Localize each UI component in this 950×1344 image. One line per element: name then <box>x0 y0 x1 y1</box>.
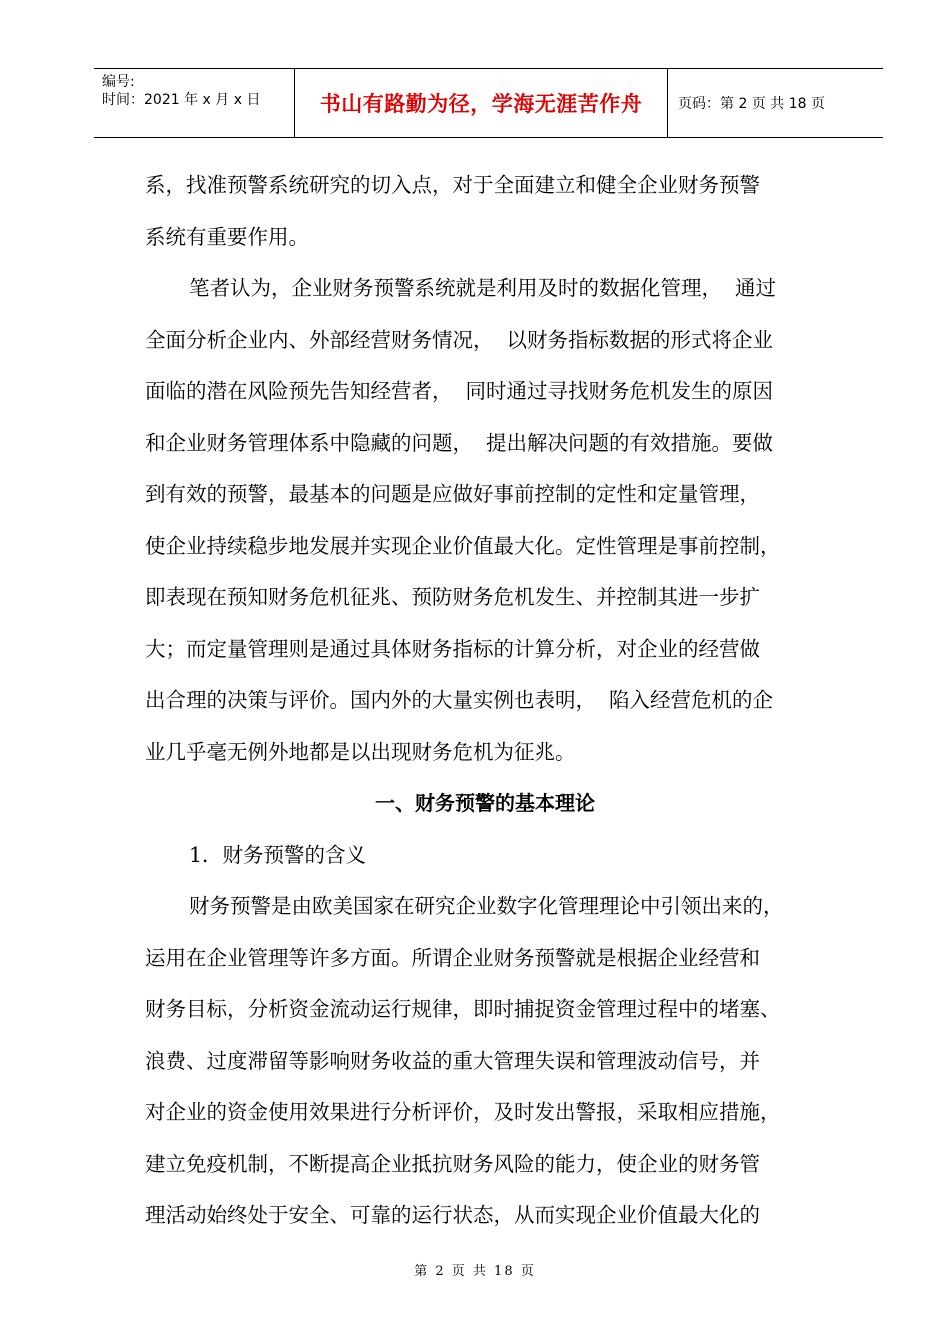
body-line: 面临的潜在风险预先告知经营者， 同时通过寻找财务危机发生的原因 <box>145 379 774 403</box>
body-line: 全面分析企业内、外部经营财务情况， 以财务指标数据的形式将企业 <box>145 327 774 352</box>
body-line: 到有效的预警，最基本的问题是应做好事前控制的定性和定量管理， <box>145 482 760 506</box>
page-footer <box>0 1260 950 1279</box>
body-line: 系，找准预警系统研究的切入点，对于全面建立和健全企业财务预警 <box>145 173 760 197</box>
subsection-heading: 1．财务预警的含义 <box>189 842 367 867</box>
body-line: 即表现在预知财务危机征兆、预防财务危机发生、并控制其进一步扩 <box>145 585 760 609</box>
body-line: 和企业财务管理体系中隐藏的问题， 提出解决问题的有效措施。要做 <box>145 430 774 455</box>
page-header <box>94 68 883 138</box>
document-body <box>145 160 835 1242</box>
document-number-label: 编号: <box>102 74 135 90</box>
body-line: 对企业的资金使用效果进行分析评价，及时发出警报，采取相应措施， <box>145 1100 781 1124</box>
header-meta-cell <box>94 69 295 137</box>
body-line: 建立免疫机制，不断提高企业抵抗财务风险的能力，使企业的财务管 <box>145 1151 760 1176</box>
footer-page-number: 第 2 页 共 18 页 <box>414 1264 536 1279</box>
body-line: 笔者认为，企业财务预警系统就是利用及时的数据化管理， 通过 <box>189 276 777 300</box>
header-page-info: 页码：第 2 页 共 18 页 <box>678 96 825 112</box>
body-line: 理活动始终处于安全、可靠的运行状态，从而实现企业价值最大化的 <box>145 1203 760 1227</box>
body-line: 财务目标，分析资金流动运行规律，即时捕捉资金管理过程中的堵塞、 <box>145 997 781 1021</box>
header-page-cell <box>668 69 883 137</box>
body-line: 业几乎毫无例外地都是以出现财务危机为征兆。 <box>145 739 576 764</box>
body-line: 财务预警是由欧美国家在研究企业数字化管理理论中引领出来的， <box>189 894 784 918</box>
body-line: 浪费、过度滞留等影响财务收益的重大管理失误和管理波动信号，并 <box>145 1048 760 1073</box>
body-line: 系统有重要作用。 <box>145 224 309 249</box>
document-time-label: 时间：2021 年 x 月 x 日 <box>102 92 261 108</box>
body-line: 出合理的决策与评价。国内外的大量实例也表明， 陷入经营危机的企 <box>145 688 774 712</box>
header-motto: 书山有路勤为径，学海无涯苦作舟 <box>319 92 643 116</box>
body-line: 运用在企业管理等许多方面。所谓企业财务预警就是根据企业经营和 <box>145 945 760 970</box>
body-line: 使企业持续稳步地发展并实现企业价值最大化。定性管理是事前控制， <box>145 533 781 558</box>
body-line: 大；而定量管理则是通过具体财务指标的计算分析，对企业的经营做 <box>145 636 760 661</box>
header-motto-cell <box>295 69 668 137</box>
section-heading: 一、财务预警的基本理论 <box>375 791 595 815</box>
